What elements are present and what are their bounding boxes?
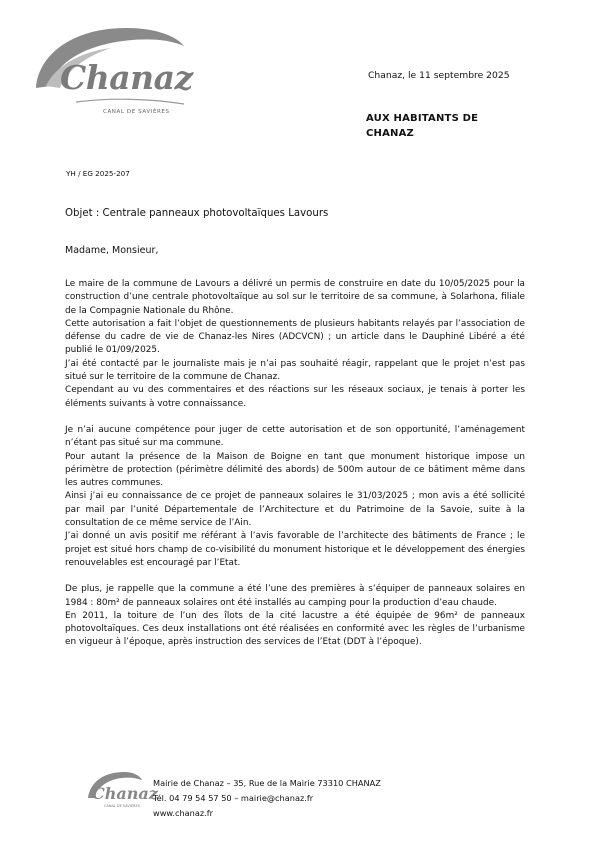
recipient-line: CHANAZ [366,128,415,139]
body-paragraph: Je n’ai aucune compétence pour juger de cette autorisation et de son opportunité, l’aménagement n’étant pas situé sur ma commune. [65,424,525,449]
body-paragraph: Ainsi j’ai eu connaissance de ce projet de panneaux solaires le 31/03/2025 ; mon avis a été sollicité par mail par l’unité Départementale de l’Architecture et du Patrimoine de la Savoie, suite à la consultation de ce même service de l’Ain. [65,491,525,529]
body-paragraph: J’ai été contacté par le journaliste mais je n’ai pas souhaité réagir, rappelant que le projet n’est pas situé sur le territoire de la commune de Chanaz. [65,358,525,383]
body-paragraph: Cependant au vu des commentaires et des réactions sur les réseaux sociaux, je tenais à porter les éléments suivants à votre connaissance. [65,385,525,409]
salutation: Madame, Monsieur, [65,245,159,256]
logo-wordmark: Chanaz [60,58,193,97]
recipient-line: AUX HABITANTS DE [366,113,479,124]
letter-subject: Objet : Centrale panneaux photovoltaïques Lavours [65,208,329,219]
letter-date: Chanaz, le 11 septembre 2025 [368,70,510,81]
footer-logo-tagline: CANAL DE SAVIÈRES [104,804,140,808]
body-paragraph: Cette autorisation a fait l’objet de questionnements de plusieurs habitants relayés par l’association de défense du cadre de vie de Chanaz-les Nires (ADCVCN) ; un article dans le Dauphiné Libéré a été publié le 01/09/2025. [65,318,525,356]
footer-logo-wordmark: Chanaz [92,784,158,803]
logo-tagline: CANAL DE SAVIÈRES [103,109,170,115]
body-paragraph: De plus, je rappelle que la commune a été l’une des premières à s’équiper de panneaux solaires en 1984 : 80m² de panneaux solaires ont été installés au camping pour la production d’eau chaude. [65,584,525,608]
body-paragraph: J’ai donné un avis positif me référant à l’avis favorable de l’architecte des bâtiments de France ; le projet est situé hors champ de co-visibilité du monument historique et le développement des énergies renouvelables est encouragé par l’Etat. [65,531,525,568]
body-paragraph: Le maire de la commune de Lavours a délivré un permis de construire en date du 10/05/2025 pour la construction d’une centrale photovoltaïque au sol sur le territoire de sa commune, à Solarhona, filiale de la Compagnie Nationale du Rhône. [65,279,525,316]
recipient-block [366,111,516,141]
footer-logo [84,768,158,818]
footer-website: www.chanaz.fr [153,808,214,818]
body-paragraph: Pour autant la présence de la Maison de Boigne en tant que monument historique impose un périmètre de protection (périmètre délimité des abords) de 500m autour de ce bâtiment même dans les autres communes. [65,451,525,489]
chanaz-logo [16,16,193,116]
footer-contact: Tél. 04 79 54 57 50 – mairie@chanaz.fr [153,793,314,803]
body-paragraph: En 2011, la toiture de l’un des îlots de la cité lacustre a été équipée de 96m² de panneaux photovoltaïques. Ces deux installations ont été réalisées en conformité avec les règles de l’urbanisme en vigueur à l’époque, après instruction des services de l’Etat (DDT à l’époque). [65,610,525,648]
reference-number: YH / EG 2025-207 [66,169,130,178]
letter-body [65,278,525,650]
footer-address: Mairie de Chanaz – 35, Rue de la Mairie 73310 CHANAZ [153,778,381,788]
footer-contact-block [153,776,381,821]
